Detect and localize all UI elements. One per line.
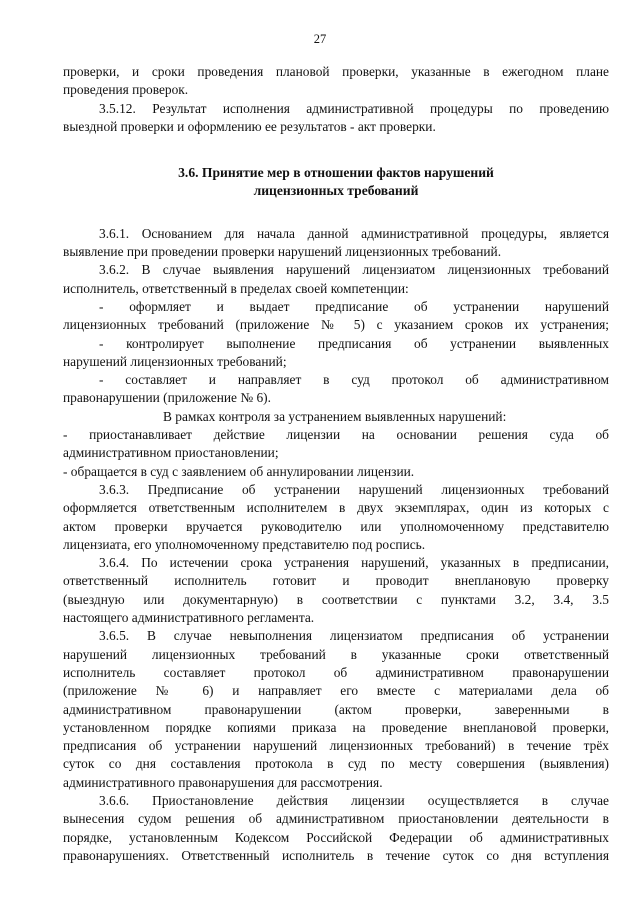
text-line: исполнитель, ответственный в пределах своей компетенции: — [63, 280, 409, 296]
paragraph-block — [63, 100, 609, 137]
section-heading — [63, 164, 609, 201]
text-line: актом проверки вручается руководителю или уполномоченному представителю — [63, 518, 609, 534]
heading-line: лицензионных требований — [253, 183, 419, 199]
document-body — [63, 63, 609, 865]
text-line: порядке, установленным Кодексом Российской Федерации об административных — [63, 829, 609, 845]
text-line: лицензионных требований (приложение № 5) с указанием сроков их устранения; — [63, 317, 609, 333]
text-line: вынесения судом решения об административном приостановлении деятельности в — [63, 811, 609, 827]
text-line: - составляет и направляет в суд протокол об административном — [99, 372, 609, 388]
text-line: 3.6.1. Основанием для начала данной административной процедуры, является — [99, 225, 609, 241]
text-line: - обращается в суд с заявлением об аннулировании лицензии. — [63, 463, 415, 479]
text-line: В рамках контроля за устранением выявленных нарушений: — [163, 408, 507, 424]
text-line: проведения проверок. — [63, 82, 189, 98]
text-line: 3.6.2. В случае выявления нарушений лицензиатом лицензионных требований — [99, 262, 609, 278]
text-line: - приостанавливает действие лицензии на основании решения суда об — [63, 427, 609, 443]
text-line: (приложение № 6) и направляет его вместе с материалами дела об — [63, 683, 609, 699]
text-line: предписания об устранении нарушений лицензионных требований) в течение трёх — [63, 738, 609, 754]
text-line: 3.6.3. Предписание об устранении нарушений лицензионных требований — [99, 481, 609, 497]
text-line: административном приостановлении; — [63, 445, 279, 461]
text-line: правонарушениях. Ответственный исполнитель в течение суток со дня вступления — [63, 847, 609, 863]
text-line: - оформляет и выдает предписание об устранении нарушений — [99, 298, 609, 314]
text-line: лицензиата, его уполномоченному представителю под роспись. — [63, 536, 426, 552]
page-number: 27 — [313, 32, 327, 46]
text-line: 3.6.5. В случае невыполнения лицензиатом предписания об устранении — [99, 628, 609, 644]
text-line: оформляется ответственным исполнителем в двух экземплярах, один из которых с — [63, 500, 609, 516]
text-line: административного правонарушения для рассмотрения. — [63, 774, 383, 790]
paragraph-block — [63, 225, 609, 865]
text-line: административном правонарушении (актом проверки, заверенными в — [63, 701, 609, 717]
text-line: - контролирует выполнение предписания об устранении выявленных — [99, 335, 609, 351]
paragraph-block — [63, 63, 609, 100]
heading-line: 3.6. Принятие мер в отношении фактов нарушений — [178, 165, 494, 181]
text-line: проверки, и сроки проведения плановой проверки, указанные в ежегодном плане — [63, 64, 609, 79]
text-line: выявление при проведении проверки нарушений лицензионных требований. — [63, 244, 502, 260]
text-line: установленном порядке копиями приказа на проведение внеплановой проверки, — [63, 719, 609, 735]
text-line: 3.6.6. Приостановление действия лицензии осуществляется в случае — [99, 792, 609, 808]
text-line: суток со дня составления протокола в суд по месту совершения (выявления) — [63, 756, 609, 772]
text-line: исполнитель составляет протокол об административном правонарушении — [63, 664, 609, 680]
text-line: правонарушении (приложение № 6). — [63, 390, 271, 406]
text-line: нарушений лицензионных требований в указанные сроки ответственный — [63, 646, 609, 662]
text-line: 3.6.4. По истечении срока устранения нарушений, указанных в предписании, — [99, 555, 609, 571]
text-line: 3.5.12. Результат исполнения административной процедуры по проведению — [99, 100, 609, 116]
text-line: (выездную или документарную) в соответствии с пунктами 3.2, 3.4, 3.5 — [63, 591, 609, 607]
text-line: ответственный исполнитель готовит и проводит внеплановую проверку — [63, 573, 609, 589]
text-line: настоящего административного регламента. — [63, 610, 315, 626]
text-line: нарушений лицензионных требований; — [63, 353, 287, 369]
text-line: выездной проверки и оформлению ее результатов - акт проверки. — [63, 118, 436, 134]
